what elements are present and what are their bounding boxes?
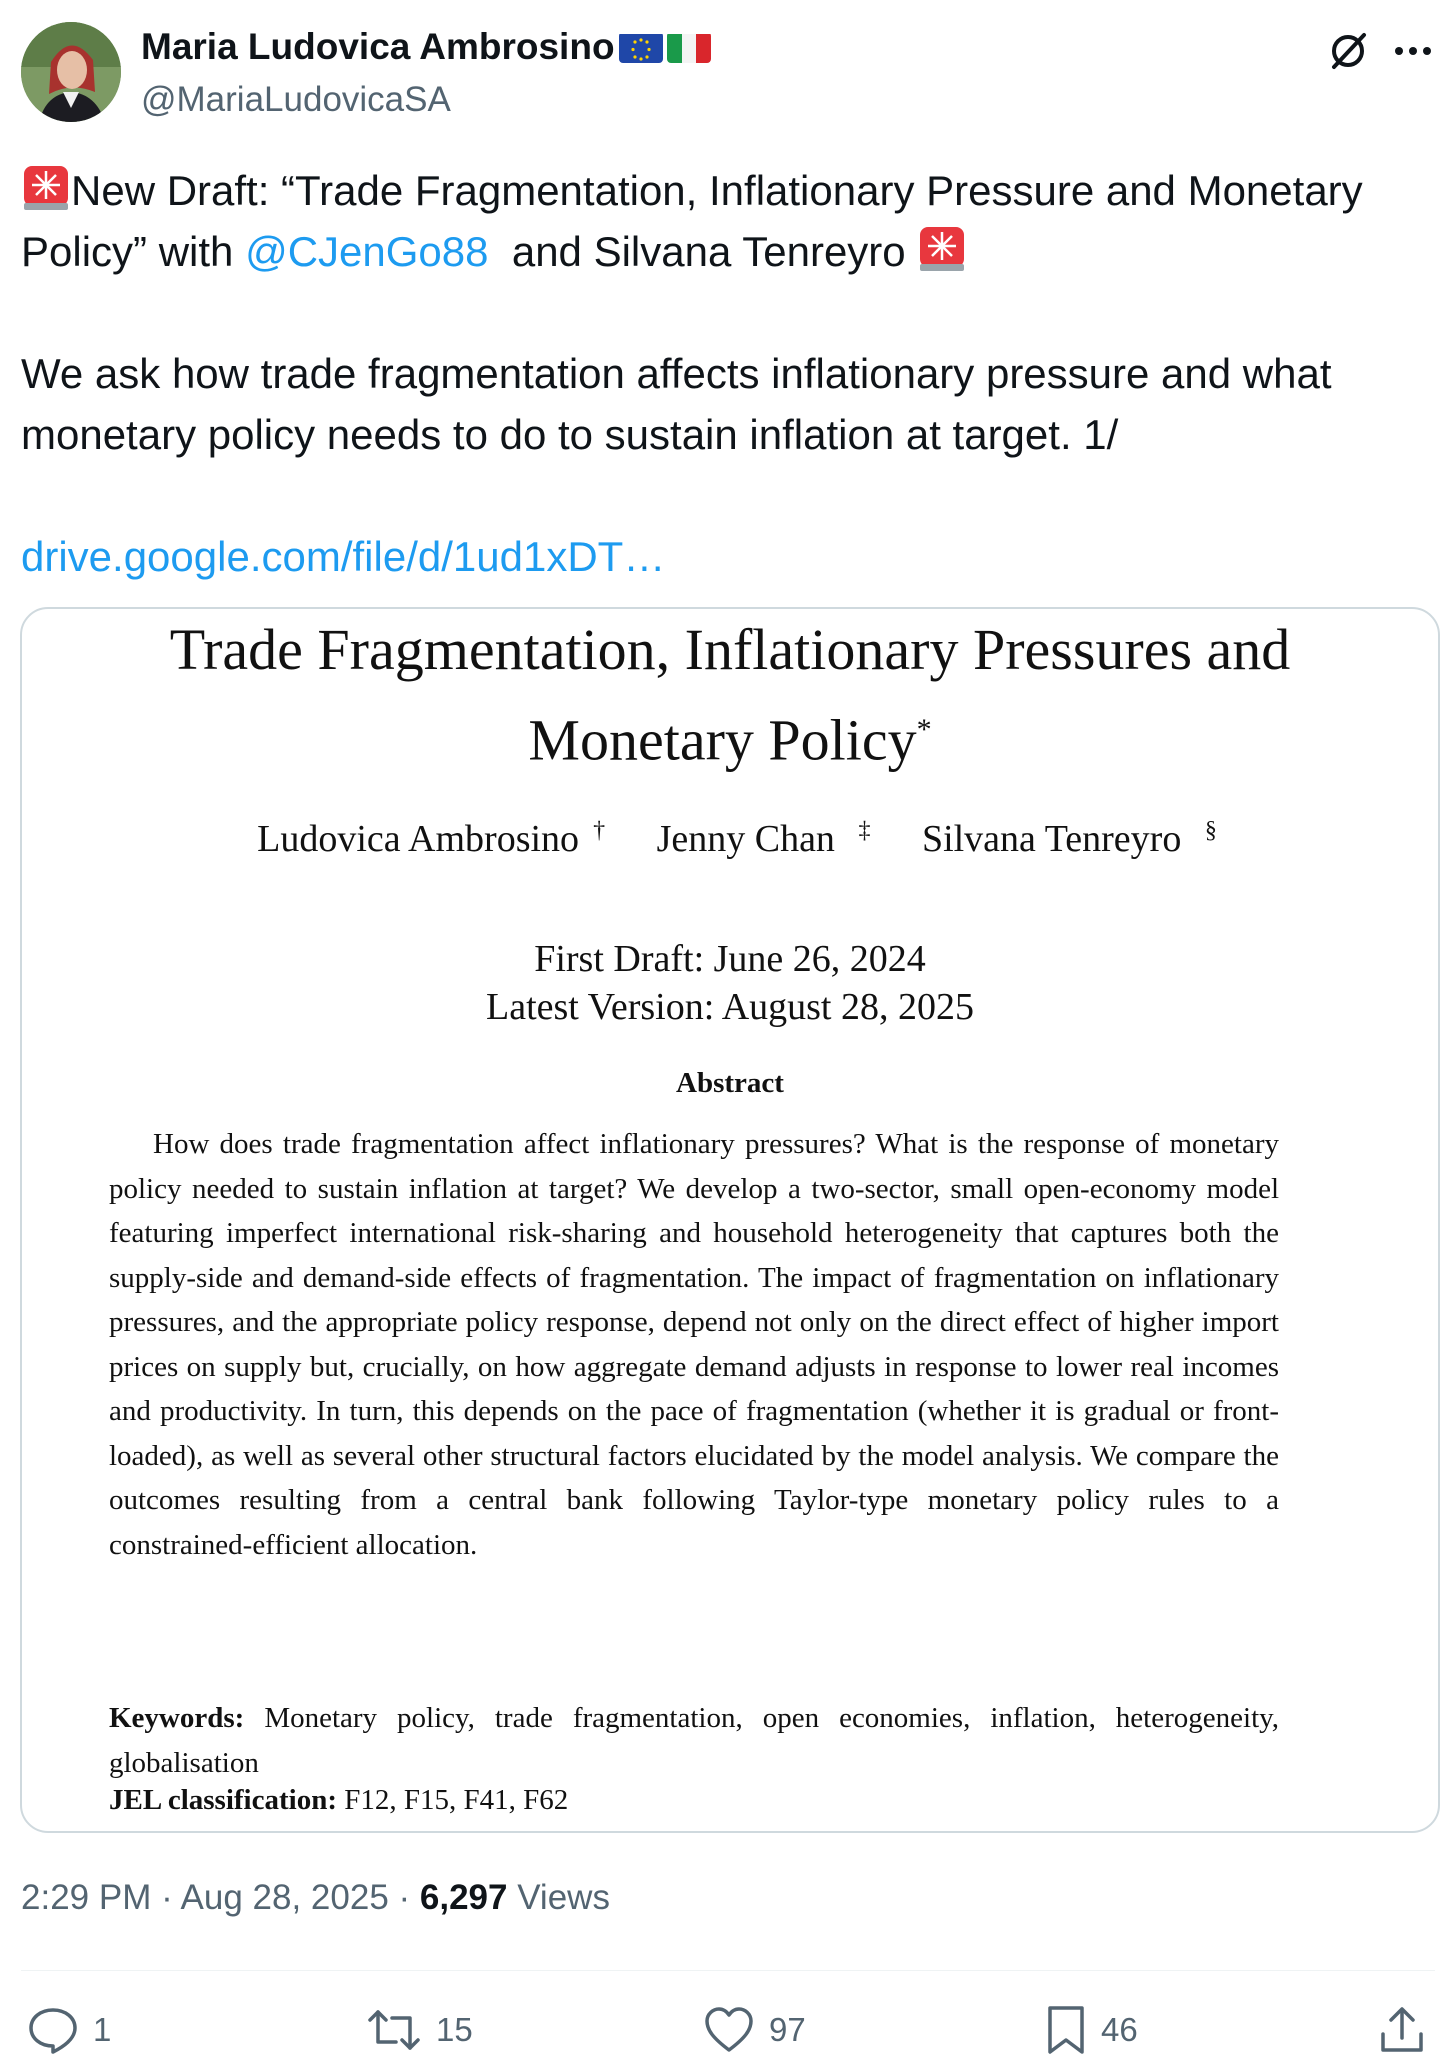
reply-icon: [27, 2006, 79, 2054]
views-count: 6,297: [419, 1878, 508, 1917]
repost-icon: [366, 2006, 422, 2054]
keywords-text: Monetary policy, trade fragmentation, open economies, inflation, heterogeneity, globalisation: [109, 1702, 1279, 1779]
siren-icon: [917, 224, 967, 274]
abstract-text: How does trade fragmentation affect inflationary pressures? What is the response of monetary policy needed to sustain inflation at target? We develop a two-sector, small open-economy model featuring imperfect international risk-sharing and household heterogeneity that captures both the supply-side and demand-side effects of fragmentation. The impact of fragmentation on inflationary pressures, and the appropriate policy response, depend not only on the direct effect of higher import prices on supply but, crucially, on how aggregate demand adjusts in response to lower real incomes and productivity. In turn, this depends on the pace of fragmentation (whether it is gradual or front-loaded), as well as several other structural factors elucidated by the model analysis. We compare the outcomes resulting from a central bank following Taylor-type monetary policy rules to a constrained-efficient allocation.: [109, 1128, 1279, 1561]
heart-icon: [703, 2006, 755, 2054]
tweet-line-1-tail: and Silvana Tenreyro: [488, 228, 918, 275]
paper-title-line-2: [22, 689, 1438, 781]
keywords-label: Keywords:: [109, 1702, 245, 1734]
divider: [21, 1970, 1435, 1971]
avatar[interactable]: [21, 22, 121, 122]
tweet-meta: 2:29 PM · Aug 28, 2025 · 6,297 Views: [21, 1878, 610, 1917]
tweet-time[interactable]: 2:29 PM: [21, 1878, 152, 1917]
tweet-date[interactable]: Aug 28, 2025: [180, 1878, 389, 1917]
tweet-body: We ask how trade fragmentation affects inflationary pressure and what monetary policy needs to do to sustain inflation at target. 1/: [21, 350, 1332, 458]
paper-author: Silvana Tenreyro §: [921, 817, 1217, 860]
more-icon[interactable]: [1388, 26, 1438, 76]
bookmark-button[interactable]: [1045, 2000, 1138, 2060]
reply-count: 1: [93, 2011, 112, 2048]
eu-flag-icon: [619, 32, 663, 63]
paper-keywords: [109, 1696, 1279, 1785]
drive-link[interactable]: drive.google.com/file/d/1ud1xDT…: [21, 533, 666, 580]
author-handle[interactable]: @MariaLudovicaSA: [141, 80, 451, 119]
reply-button[interactable]: [27, 2000, 111, 2060]
paper-title-line-1: Trade Fragmentation, Inflationary Pressures and: [169, 617, 1291, 682]
avatar-image: [21, 22, 121, 122]
paper-title-line-2-text: Monetary Policy: [528, 707, 917, 773]
share-button[interactable]: [1378, 2000, 1440, 2060]
paper-jel: [109, 1784, 1279, 1817]
repost-button[interactable]: [366, 2000, 473, 2060]
title-footnote-mark: *: [916, 713, 932, 746]
paper-first-draft: First Draft: June 26, 2024: [534, 938, 926, 980]
paper-authors: [22, 817, 1438, 861]
tweet-text: [21, 160, 1421, 587]
paper-author: Jenny Chan ‡: [656, 817, 871, 860]
paper-image-card[interactable]: [20, 607, 1440, 1833]
author-name-text: Maria Ludovica Ambrosino: [141, 26, 615, 67]
repost-count: 15: [436, 2011, 473, 2048]
mention-link[interactable]: @CJenGo88: [245, 228, 489, 275]
jel-label: JEL classification:: [109, 1784, 337, 1816]
abstract-heading: Abstract: [676, 1067, 784, 1099]
tweet-line-1: [21, 160, 1421, 282]
share-icon: [1378, 2004, 1426, 2056]
bookmark-icon: [1045, 2004, 1087, 2056]
paper-latest-version: Latest Version: August 28, 2025: [485, 986, 974, 1028]
like-button[interactable]: [703, 2000, 806, 2060]
like-count: 97: [769, 2011, 806, 2048]
siren-icon: [21, 163, 71, 213]
author-name[interactable]: [141, 26, 711, 68]
bookmark-count: 46: [1101, 2011, 1138, 2048]
paper-author: Ludovica Ambrosino †: [257, 817, 606, 860]
grok-icon[interactable]: [1323, 26, 1373, 76]
views-label: Views: [507, 1878, 610, 1917]
jel-text: F12, F15, F41, F62: [336, 1784, 569, 1816]
tweet-line-1-text: New Draft: “Trade Fragmentation, Inflationary Pressure and Monetary Policy” with: [21, 167, 1363, 275]
italy-flag-icon: [667, 32, 711, 63]
